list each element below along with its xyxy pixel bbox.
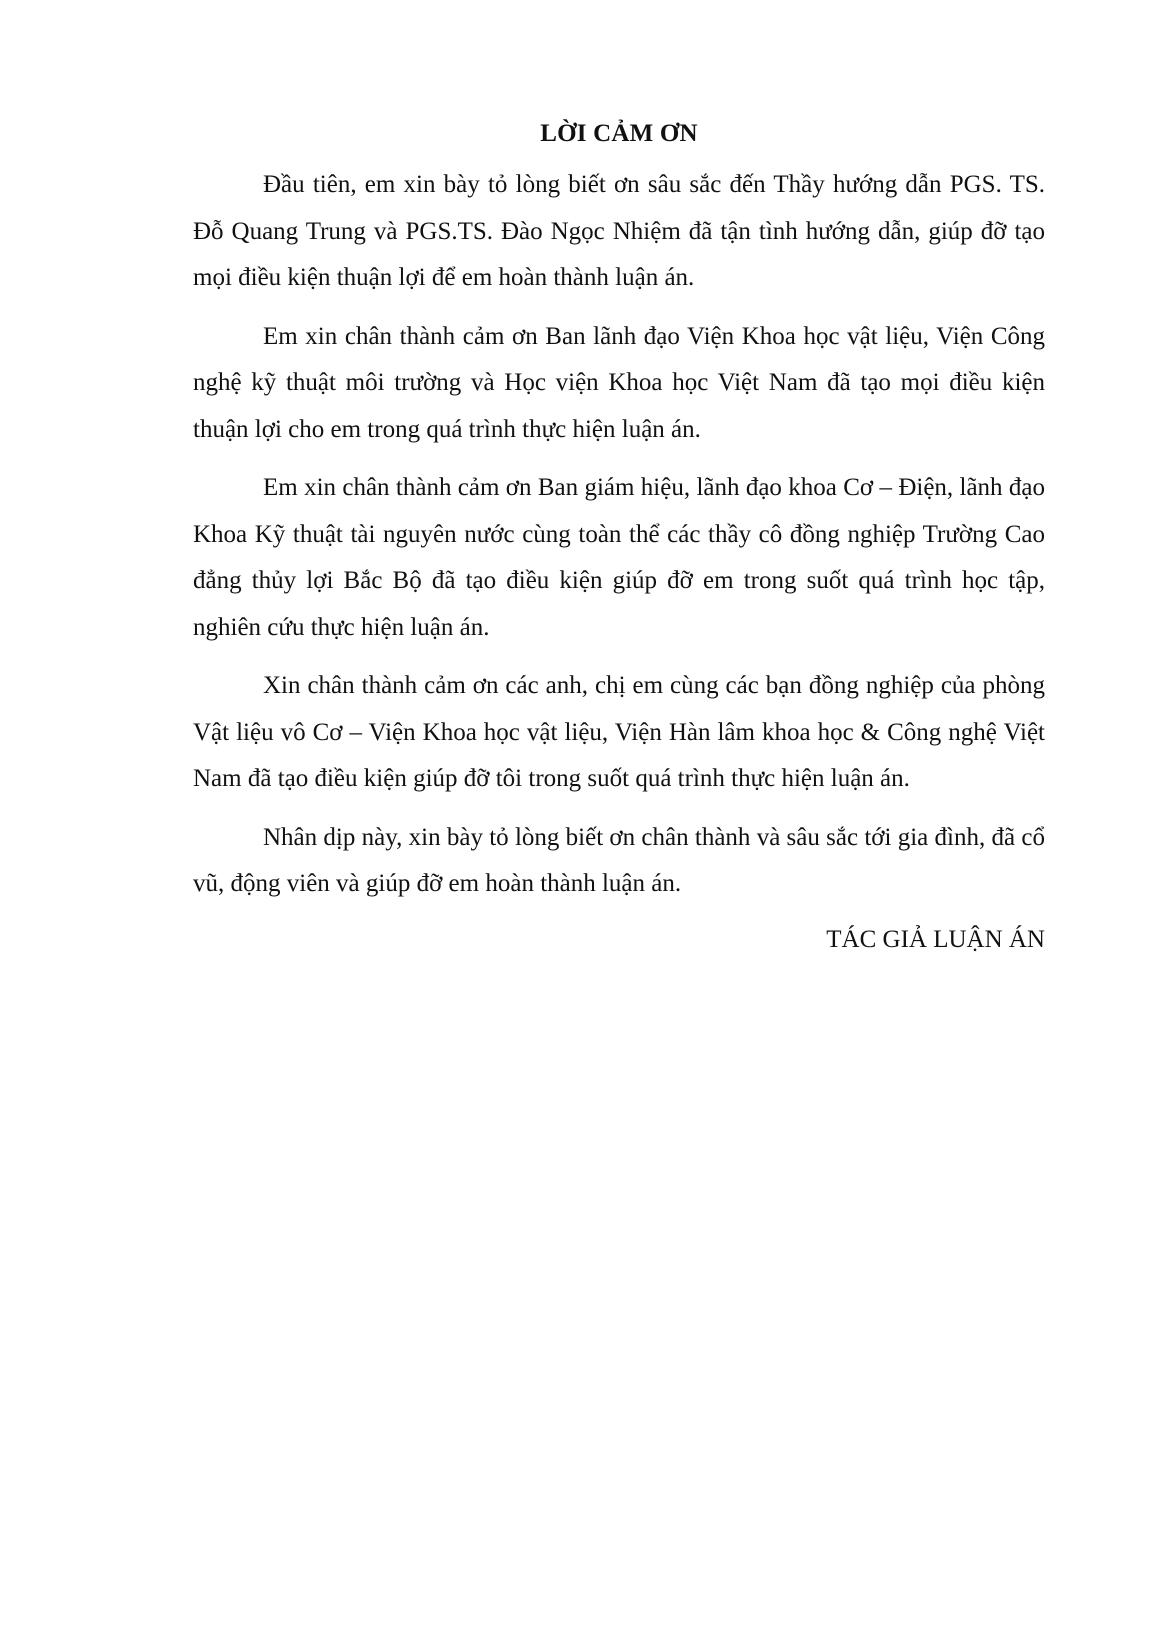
paragraph-5: Nhân dịp này, xin bày tỏ lòng biết ơn chân thành và sâu sắc tới gia đình, đã cổ vũ, động viên và giúp đỡ em hoàn thành luận án. (193, 823, 1045, 897)
paragraph-1: Đầu tiên, em xin bày tỏ lòng biết ơn sâu sắc đến Thầy hướng dẫn PGS. TS. Đỗ Quang Trung và PGS.TS. Đào Ngọc Nhiệm đã tận tình hướng dẫn, giúp đỡ tạo mọi điều kiện thuận lợi để em hoàn thành luận án. (193, 171, 1045, 291)
paragraph-3: Em xin chân thành cảm ơn Ban giám hiệu, lãnh đạo khoa Cơ – Điện, lãnh đạo Khoa Kỹ thuật tài nguyên nước cùng toàn thể các thầy cô đồng nghiệp Trường Cao đẳng thủy lợi Bắc Bộ đã tạo điều kiện giúp đỡ em trong suốt quá trình học tập, nghiên cứu thực hiện luận án. (193, 474, 1045, 641)
page-title: LỜI CẢM ƠN (540, 120, 698, 147)
paragraph-2: Em xin chân thành cảm ơn Ban lãnh đạo Viện Khoa học vật liệu, Viện Công nghệ kỹ thuật môi trường và Học viện Khoa học Việt Nam đã tạo mọi điều kiện thuận lợi cho em trong quá trình thực hiện luận án. (193, 322, 1045, 443)
paragraph-4: Xin chân thành cảm ơn các anh, chị em cùng các bạn đồng nghiệp của phòng Vật liệu vô Cơ – Viện Khoa học vật liệu, Viện Hàn lâm khoa học & Công nghệ Việt Nam đã tạo điều kiện giúp đỡ tôi trong suốt quá trình thực hiện luận án. (193, 672, 1045, 792)
acknowledgement-section (193, 118, 1045, 960)
author-signature: TÁC GIẢ LUẬN ÁN (826, 925, 1045, 953)
